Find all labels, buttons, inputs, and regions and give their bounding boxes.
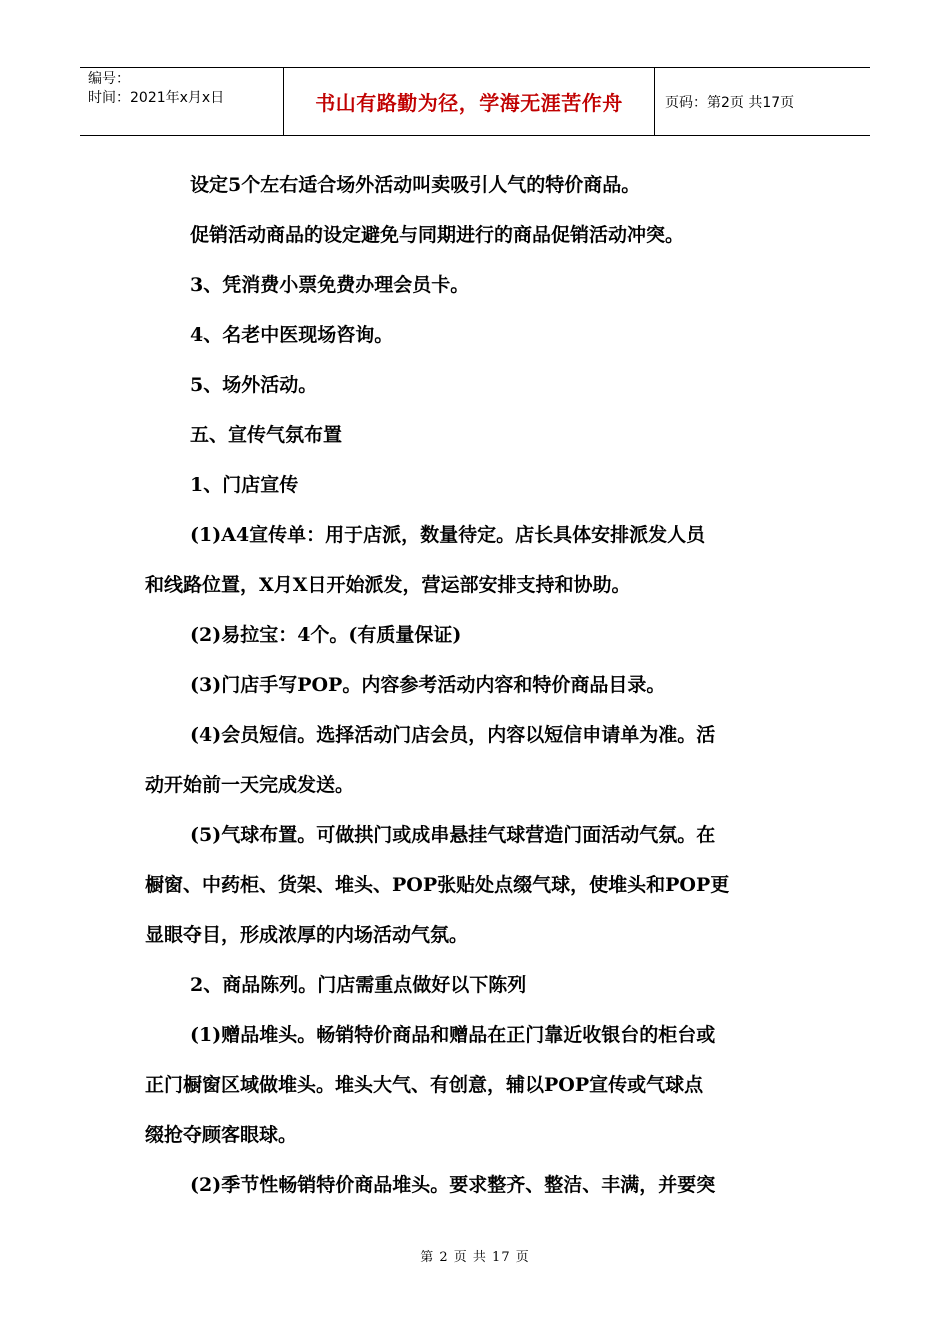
text-line: 5、场外活动。 (190, 374, 318, 396)
page-info-cell (655, 68, 870, 135)
header-table (80, 67, 870, 136)
text-line: 缀抢夺顾客眼球。 (145, 1124, 298, 1146)
text-line: 4、名老中医现场咨询。 (190, 324, 394, 346)
text-line: 显眼夺目，形成浓厚的内场活动气氛。 (145, 924, 469, 946)
text-line: 促销活动商品的设定避免与同期进行的商品促销活动冲突。 (190, 224, 685, 246)
subsection-heading: 2、商品陈列。门店需重点做好以下陈列 (190, 974, 527, 996)
section-heading: 五、宣传气氛布置 (190, 424, 343, 446)
text-line: 和线路位置，X月X日开始派发，营运部安排支持和协助。 (145, 574, 631, 596)
text-line: 橱窗、中药柜、货架、堆头、POP张贴处点缀气球，使堆头和POP更 (145, 874, 730, 896)
footer-page-number: 第 2 页 共 17 页 (420, 1250, 530, 1265)
text-line: (2)易拉宝：4个。(有质量保证) (190, 624, 462, 646)
page-info-text: 页码：第2页 共17页 (665, 94, 795, 111)
page-footer (0, 1246, 950, 1265)
motto-text: 书山有路勤为径，学海无涯苦作舟 (315, 91, 623, 115)
text-line: (5)气球布置。可做拱门或成串悬挂气球营造门面活动气氛。在 (190, 824, 716, 846)
text-line: 正门橱窗区域做堆头。堆头大气、有创意，辅以POP宣传或气球点 (145, 1074, 704, 1096)
header-meta-cell (80, 68, 283, 135)
document-body (145, 160, 810, 1210)
motto-cell (283, 68, 655, 135)
text-line: 动开始前一天完成发送。 (145, 774, 355, 796)
text-line: 3、凭消费小票免费办理会员卡。 (190, 274, 470, 296)
subsection-heading: 1、门店宣传 (190, 474, 299, 496)
text-line: (3)门店手写POP。内容参考活动内容和特价商品目录。 (190, 674, 666, 696)
text-line: (4)会员短信。选择活动门店会员，内容以短信申请单为准。活 (190, 724, 716, 746)
time-label: 时间：2021年x月x日 (88, 90, 225, 106)
text-line: (1)A4宣传单：用于店派，数量待定。店长具体安排派发人员 (190, 524, 706, 546)
text-line: 设定5个左右适合场外活动叫卖吸引人气的特价商品。 (190, 174, 641, 196)
text-line: (2)季节性畅销特价商品堆头。要求整齐、整洁、丰满，并要突 (190, 1174, 716, 1196)
number-label: 编号： (88, 71, 130, 87)
text-line: (1)赠品堆头。畅销特价商品和赠品在正门靠近收银台的柜台或 (190, 1024, 716, 1046)
